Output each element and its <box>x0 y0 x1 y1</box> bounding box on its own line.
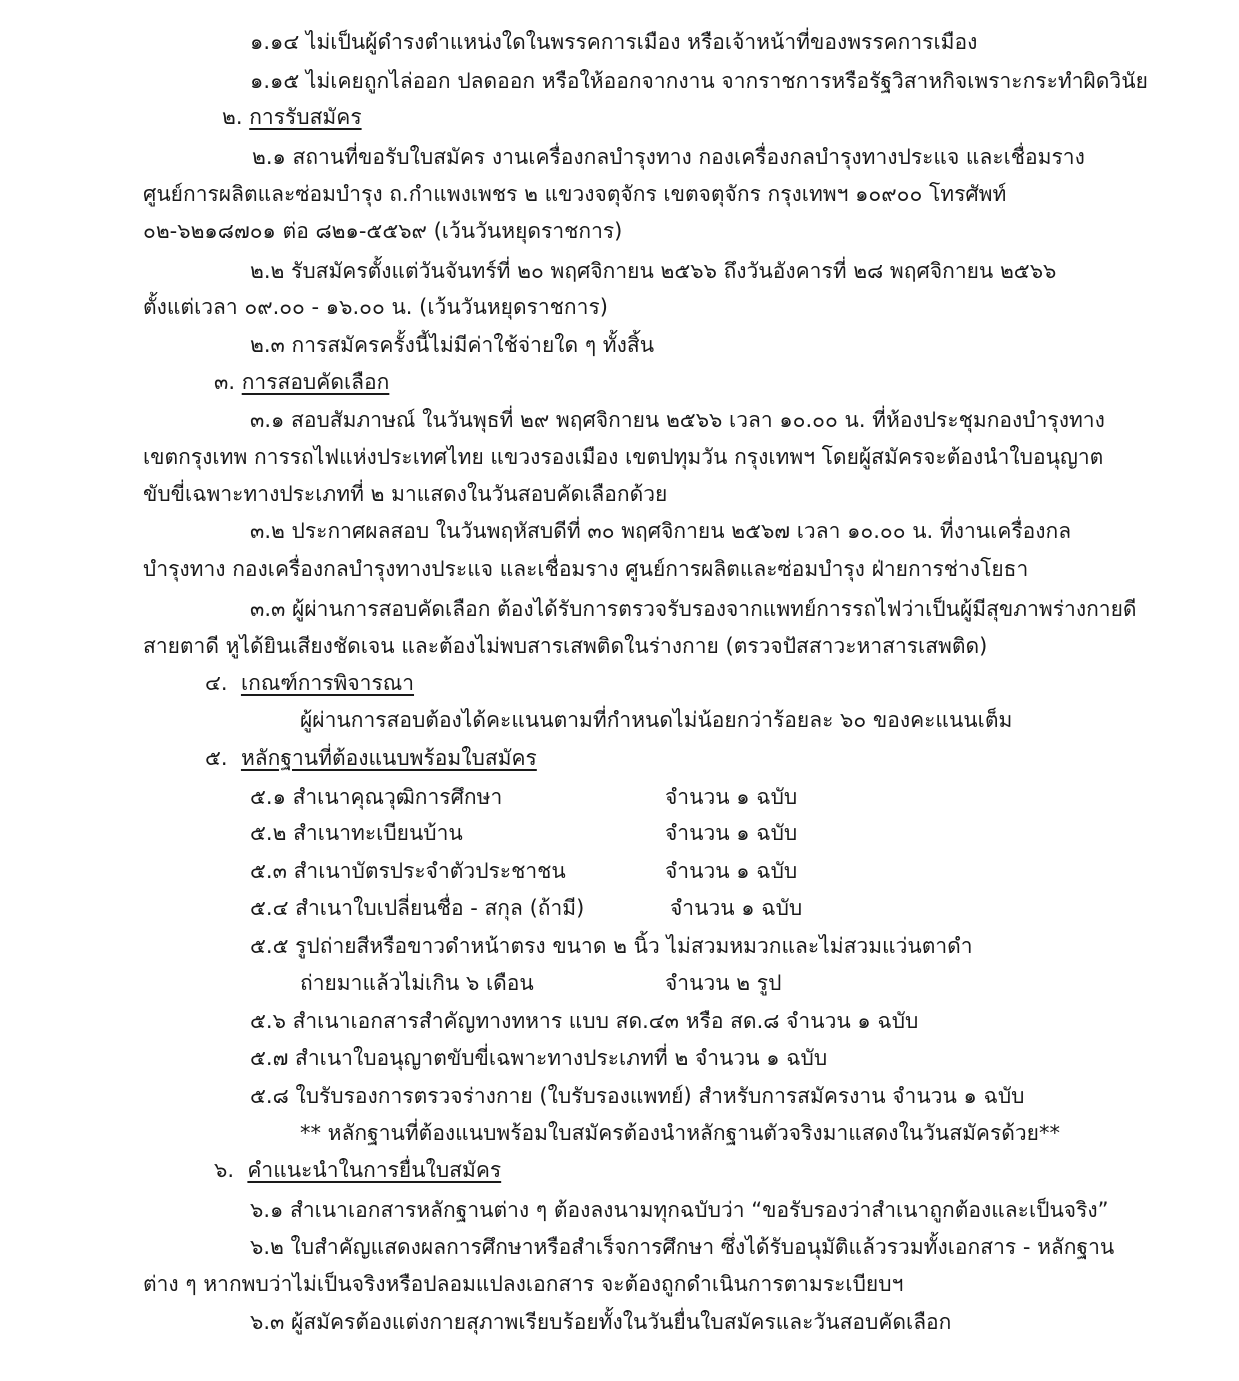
item-6-2-line-2: ต่าง ๆ หากพบว่าไม่เป็นจริงหรือปลอมแปลงเอกสาร จะต้องถูกดำเนินการตามระเบียบฯ <box>143 1272 904 1296</box>
section-6-number: ๖. <box>214 1158 235 1182</box>
item-2-1-line-3: ๐๒-๖๒๑๘๗๐๑ ต่อ ๘๒๑-๕๕๖๙ (เว้นวันหยุดราชการ) <box>143 219 623 243</box>
item-2-1-line-1: ๒.๑ สถานที่ขอรับใบสมัคร งานเครื่องกลบำรุงทาง กองเครื่องกลบำรุงทางประแจ และเชื่อมราง <box>252 145 1085 169</box>
item-1-15: ๑.๑๕ ไม่เคยถูกไล่ออก ปลดออก หรือให้ออกจากงาน จากราชการหรือรัฐวิสาหกิจเพราะกระทำผิดวินัย <box>250 69 1148 93</box>
section-4-number: ๔. <box>205 671 228 695</box>
item-2-1-line-2: ศูนย์การผลิตและซ่อมบำรุง ถ.กำแพงเพชร ๒ แขวงจตุจักร เขตจตุจักร กรุงเทพฯ ๑๐๙๐๐ โทรศัพท์ <box>143 182 1007 206</box>
section-5-title: หลักฐานที่ต้องแนบพร้อมใบสมัคร <box>240 746 537 770</box>
section-3-title: การสอบคัดเลือก <box>241 370 390 394</box>
section-2-number: ๒. <box>222 105 243 129</box>
section-4-body: ผู้ผ่านการสอบต้องได้คะแนนตามที่กำหนดไม่น้อยกว่าร้อยละ ๖๐ ของคะแนนเต็ม <box>300 708 1013 732</box>
item-5-8: ๕.๘ ใบรับรองการตรวจร่างกาย (ใบรับรองแพทย์) สำหรับการสมัครงาน จำนวน ๑ ฉบับ <box>250 1084 1025 1108</box>
item-3-1-line-3: ขับขี่เฉพาะทางประเภทที่ ๒ มาแสดงในวันสอบคัดเลือกด้วย <box>143 482 668 506</box>
section-5-note: ** หลักฐานที่ต้องแนบพร้อมใบสมัครต้องนำหลักฐานตัวจริงมาแสดงในวันสมัครด้วย** <box>300 1121 1060 1145</box>
item-3-3-line-1: ๓.๓ ผู้ผ่านการสอบคัดเลือก ต้องได้รับการตรวจรับรองจากแพทย์การรถไฟว่าเป็นผู้มีสุขภาพร่างกายดี <box>250 597 1137 621</box>
item-5-3-label: ๕.๓ สำเนาบัตรประจำตัวประชาชน <box>250 859 566 883</box>
section-5-number: ๕. <box>205 746 228 770</box>
section-5-heading <box>205 743 537 773</box>
item-3-1-line-1: ๓.๑ สอบสัมภาษณ์ ในวันพุธที่ ๒๙ พฤศจิกายน ๒๕๖๖ เวลา ๑๐.๐๐ น. ที่ห้องประชุมกองบำรุงทาง <box>250 408 1105 432</box>
section-6-title: คำแนะนำในการยื่นใบสมัคร <box>247 1158 502 1182</box>
item-3-1-line-2: เขตกรุงเทพ การรถไฟแห่งประเทศไทย แขวงรองเมือง เขตปทุมวัน กรุงเทพฯ โดยผู้สมัครจะต้องนำใบอนุญาต <box>143 445 1104 469</box>
item-2-3: ๒.๓ การสมัครครั้งนี้ไม่มีค่าใช้จ่ายใด ๆ ทั้งสิ้น <box>250 333 655 357</box>
item-5-7: ๕.๗ สำเนาใบอนุญาตขับขี่เฉพาะทางประเภทที่ ๒ จำนวน ๑ ฉบับ <box>250 1046 828 1070</box>
item-5-1-label: ๕.๑ สำเนาคุณวุฒิการศึกษา <box>250 785 503 809</box>
section-4-heading <box>205 668 414 698</box>
item-5-5-label: ๕.๕ รูปถ่ายสีหรือขาวดำหน้าตรง ขนาด ๒ นิ้ว ไม่สวมหมวกและไม่สวมแว่นตาดำ <box>250 934 973 958</box>
section-2-heading <box>222 102 362 132</box>
item-6-1: ๖.๑ สำเนาเอกสารหลักฐานต่าง ๆ ต้องลงนามทุกฉบับว่า “ขอรับรองว่าสำเนาถูกต้องและเป็นจริง” <box>250 1198 1109 1222</box>
item-3-2-line-1: ๓.๒ ประกาศผลสอบ ในวันพฤหัสบดีที่ ๓๐ พฤศจิกายน ๒๕๖๗ เวลา ๑๐.๐๐ น. ที่งานเครื่องกล <box>250 519 1072 543</box>
section-3-heading <box>214 367 389 397</box>
item-5-4-count: จำนวน ๑ ฉบับ <box>670 896 803 920</box>
section-3-number: ๓. <box>214 370 236 394</box>
item-6-2-line-1: ๖.๒ ใบสำคัญแสดงผลการศึกษาหรือสำเร็จการศึกษา ซึ่งได้รับอนุมัติแล้วรวมทั้งเอกสาร - หลักฐาน <box>250 1235 1115 1259</box>
item-3-2-line-2: บำรุงทาง กองเครื่องกลบำรุงทางประแจ และเชื่อมราง ศูนย์การผลิตและซ่อมบำรุง ฝ่ายการช่างโยธา <box>143 557 1029 581</box>
item-5-5-count: จำนวน ๒ รูป <box>665 971 782 995</box>
item-2-2-line-1: ๒.๒ รับสมัครตั้งแต่วันจันทร์ที่ ๒๐ พฤศจิกายน ๒๕๖๖ ถึงวันอังคารที่ ๒๘ พฤศจิกายน ๒๕๖๖ <box>250 259 1057 283</box>
item-5-6: ๕.๖ สำเนาเอกสารสำคัญทางทหาร แบบ สด.๔๓ หรือ สด.๘ จำนวน ๑ ฉบับ <box>250 1009 919 1033</box>
item-3-3-line-2: สายตาดี หูได้ยินเสียงชัดเจน และต้องไม่พบสารเสพติดในร่างกาย (ตรวจปัสสาวะหาสารเสพติด) <box>143 634 988 658</box>
item-5-2-label: ๕.๒ สำเนาทะเบียนบ้าน <box>250 821 463 845</box>
section-6-heading <box>214 1155 501 1185</box>
item-6-3: ๖.๓ ผู้สมัครต้องแต่งกายสุภาพเรียบร้อยทั้งในวันยื่นใบสมัครและวันสอบคัดเลือก <box>250 1310 952 1334</box>
section-4-title: เกณฑ์การพิจารณา <box>240 671 415 695</box>
item-5-4-label: ๕.๔ สำเนาใบเปลี่ยนชื่อ - สกุล (ถ้ามี) <box>250 896 585 920</box>
item-1-14: ๑.๑๔ ไม่เป็นผู้ดำรงตำแหน่งใดในพรรคการเมือง หรือเจ้าหน้าที่ของพรรคการเมือง <box>250 30 978 54</box>
item-5-1-count: จำนวน ๑ ฉบับ <box>665 785 798 809</box>
item-5-3-count: จำนวน ๑ ฉบับ <box>665 859 798 883</box>
section-2-title: การรับสมัคร <box>249 105 362 129</box>
item-2-2-line-2: ตั้งแต่เวลา ๐๙.๐๐ - ๑๖.๐๐ น. (เว้นวันหยุดราชการ) <box>143 295 608 319</box>
item-5-5-label-2: ถ่ายมาแล้วไม่เกิน ๖ เดือน <box>300 971 534 995</box>
item-5-2-count: จำนวน ๑ ฉบับ <box>665 821 798 845</box>
